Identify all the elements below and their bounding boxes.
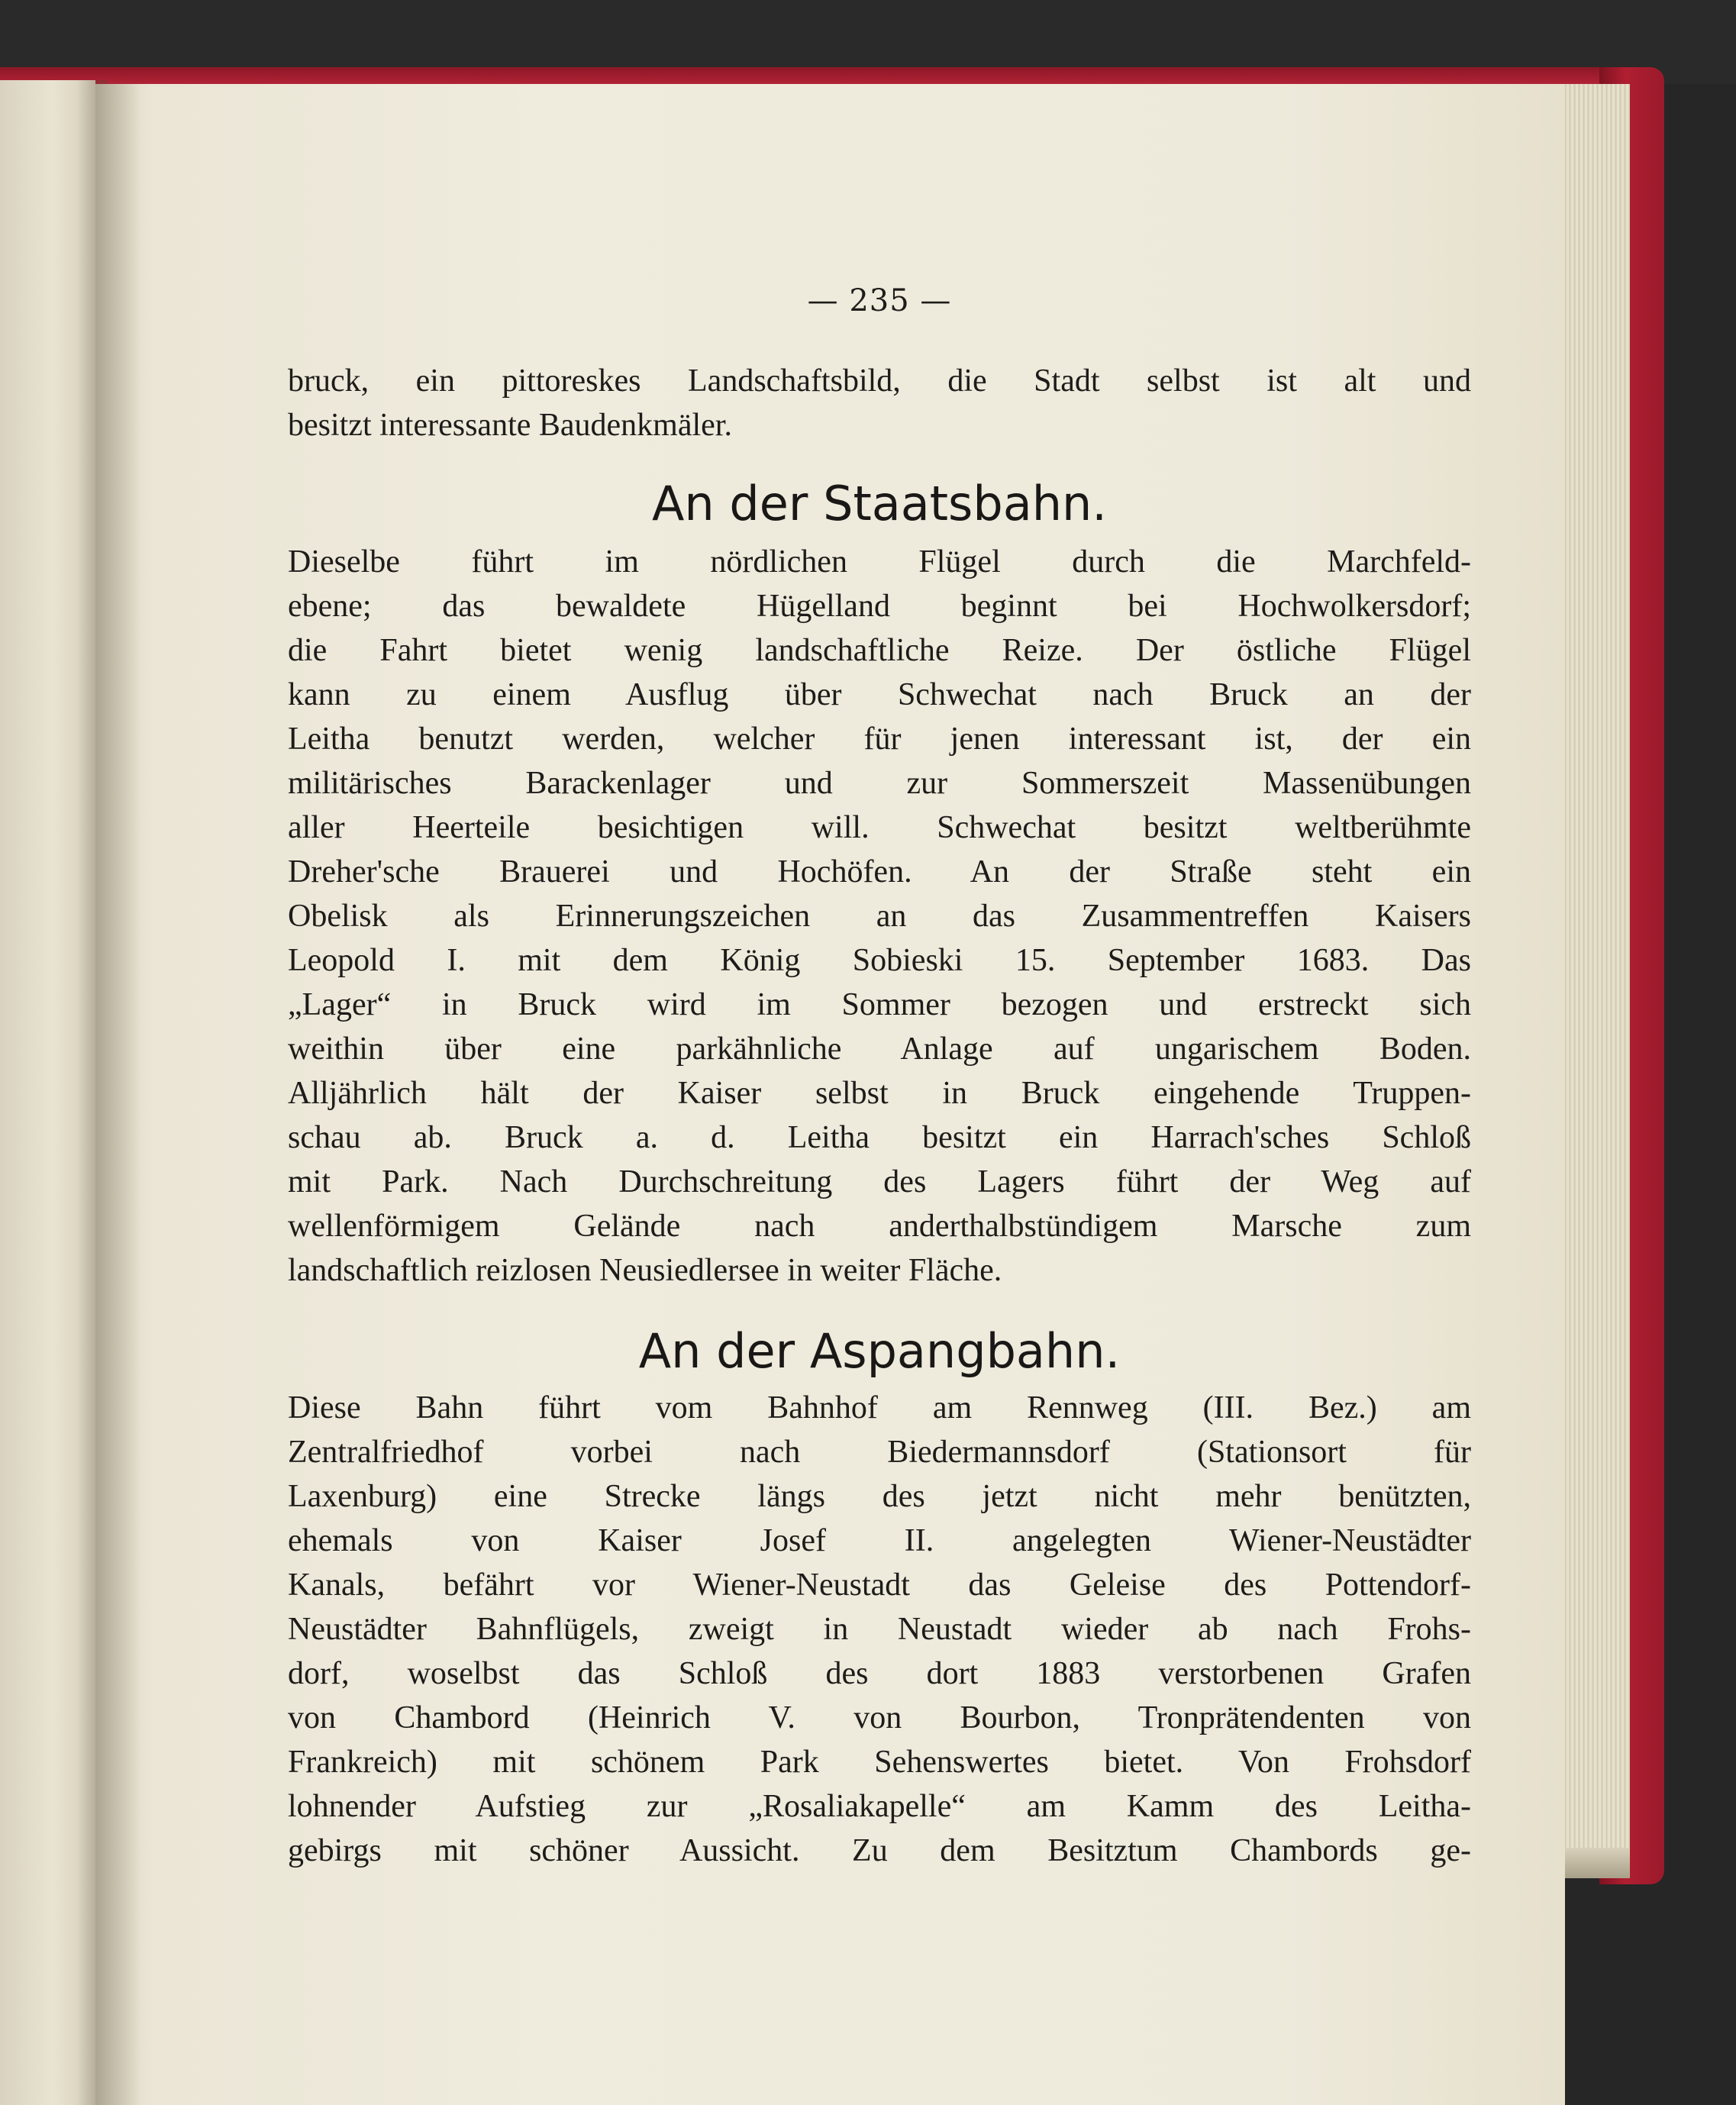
page-number: — 235 —	[807, 283, 952, 318]
paragraph-line: ebene; das bewaldete Hügelland beginnt bei Hochwolkersdorf;	[288, 589, 1471, 624]
paragraph-line: Leopold I. mit dem König Sobieski 15. September 1683. Das	[288, 943, 1471, 978]
paragraph-line: „Lager“ in Bruck wird im Sommer bezogen und erstreckt sich	[288, 987, 1471, 1022]
paragraph-line: Leitha benutzt werden, welcher für jenen interessant ist, der ein	[288, 722, 1471, 757]
intro-line: besitzt interessante Baudenkmäler.	[288, 408, 732, 443]
paragraph-line: Dreher'sche Brauerei und Hochöfen. An der Straße steht ein	[288, 854, 1471, 889]
paragraph-line: ehemals von Kaiser Josef II. angelegten Wiener-Neustädter	[288, 1523, 1471, 1558]
paragraph-line: Alljährlich hält der Kaiser selbst in Bruck eingehende Truppen-	[288, 1076, 1471, 1111]
paragraph-line: Zentralfriedhof vorbei nach Biedermannsdorf (Stationsort für	[288, 1435, 1471, 1470]
gutter-shadow	[95, 84, 141, 2105]
paragraph-line: landschaftlich reizlosen Neusiedlersee in weiter Fläche.	[288, 1253, 1002, 1288]
paragraph-line: dorf, woselbst das Schloß des dort 1883 verstorbenen Grafen	[288, 1656, 1471, 1691]
paragraph-line: militärisches Barackenlager und zur Sommerszeit Massenübungen	[288, 766, 1471, 801]
book-cover-top-edge	[0, 67, 1634, 86]
paragraph-line: Neustädter Bahnflügels, zweigt in Neustadt wieder ab nach Frohs-	[288, 1612, 1471, 1647]
paragraph-line: Diese Bahn führt vom Bahnhof am Rennweg (III. Bez.) am	[288, 1390, 1471, 1425]
paragraph-line: mit Park. Nach Durchschreitung des Lagers führt der Weg auf	[288, 1164, 1471, 1199]
paragraph-line: schau ab. Bruck a. d. Leitha besitzt ein Harrach'sches Schloß	[288, 1120, 1471, 1155]
book-page	[95, 84, 1565, 2105]
paragraph-line: Obelisk als Erinnerungszeichen an das Zusammentreffen Kaisers	[288, 899, 1471, 934]
paragraph-line: die Fahrt bietet wenig landschaftliche Reize. Der östliche Flügel	[288, 633, 1471, 668]
paragraph-line: kann zu einem Ausflug über Schwechat nach Bruck an der	[288, 677, 1471, 712]
page-stack-edges	[1557, 84, 1630, 1863]
paragraph-line: lohnender Aufstieg zur „Rosaliakapelle“ am Kamm des Leitha-	[288, 1789, 1471, 1824]
paragraph-line: weithin über eine parkähnliche Anlage auf ungarischem Boden.	[288, 1032, 1471, 1067]
paragraph-line: Kanals, befährt vor Wiener-Neustadt das Geleise des Pottendorf-	[288, 1567, 1471, 1603]
section-heading-staatsbahn: An der Staatsbahn.	[651, 476, 1108, 531]
paragraph-line: aller Heerteile besichtigen will. Schwechat besitzt weltberühmte	[288, 810, 1471, 845]
paragraph-line: Frankreich) mit schönem Park Sehenswertes bietet. Von Frohsdorf	[288, 1745, 1471, 1780]
paragraph-line: Dieselbe führt im nördlichen Flügel durch die Marchfeld-	[288, 544, 1471, 580]
paragraph-line: von Chambord (Heinrich V. von Bourbon, Tronprätendenten von	[288, 1700, 1471, 1735]
paragraph-line: wellenförmigem Gelände nach anderthalbstündigem Marsche zum	[288, 1209, 1471, 1244]
paragraph-line: gebirgs mit schöner Aussicht. Zu dem Besitztum Chambords ge-	[288, 1833, 1471, 1868]
page-stack-bottom	[1557, 1848, 1630, 1878]
section-heading-aspangbahn: An der Aspangbahn.	[638, 1323, 1121, 1379]
paragraph-line: Laxenburg) eine Strecke längs des jetzt nicht mehr benützten,	[288, 1479, 1471, 1514]
intro-line: bruck, ein pittoreskes Landschaftsbild, die Stadt selbst ist alt und	[288, 363, 1471, 399]
